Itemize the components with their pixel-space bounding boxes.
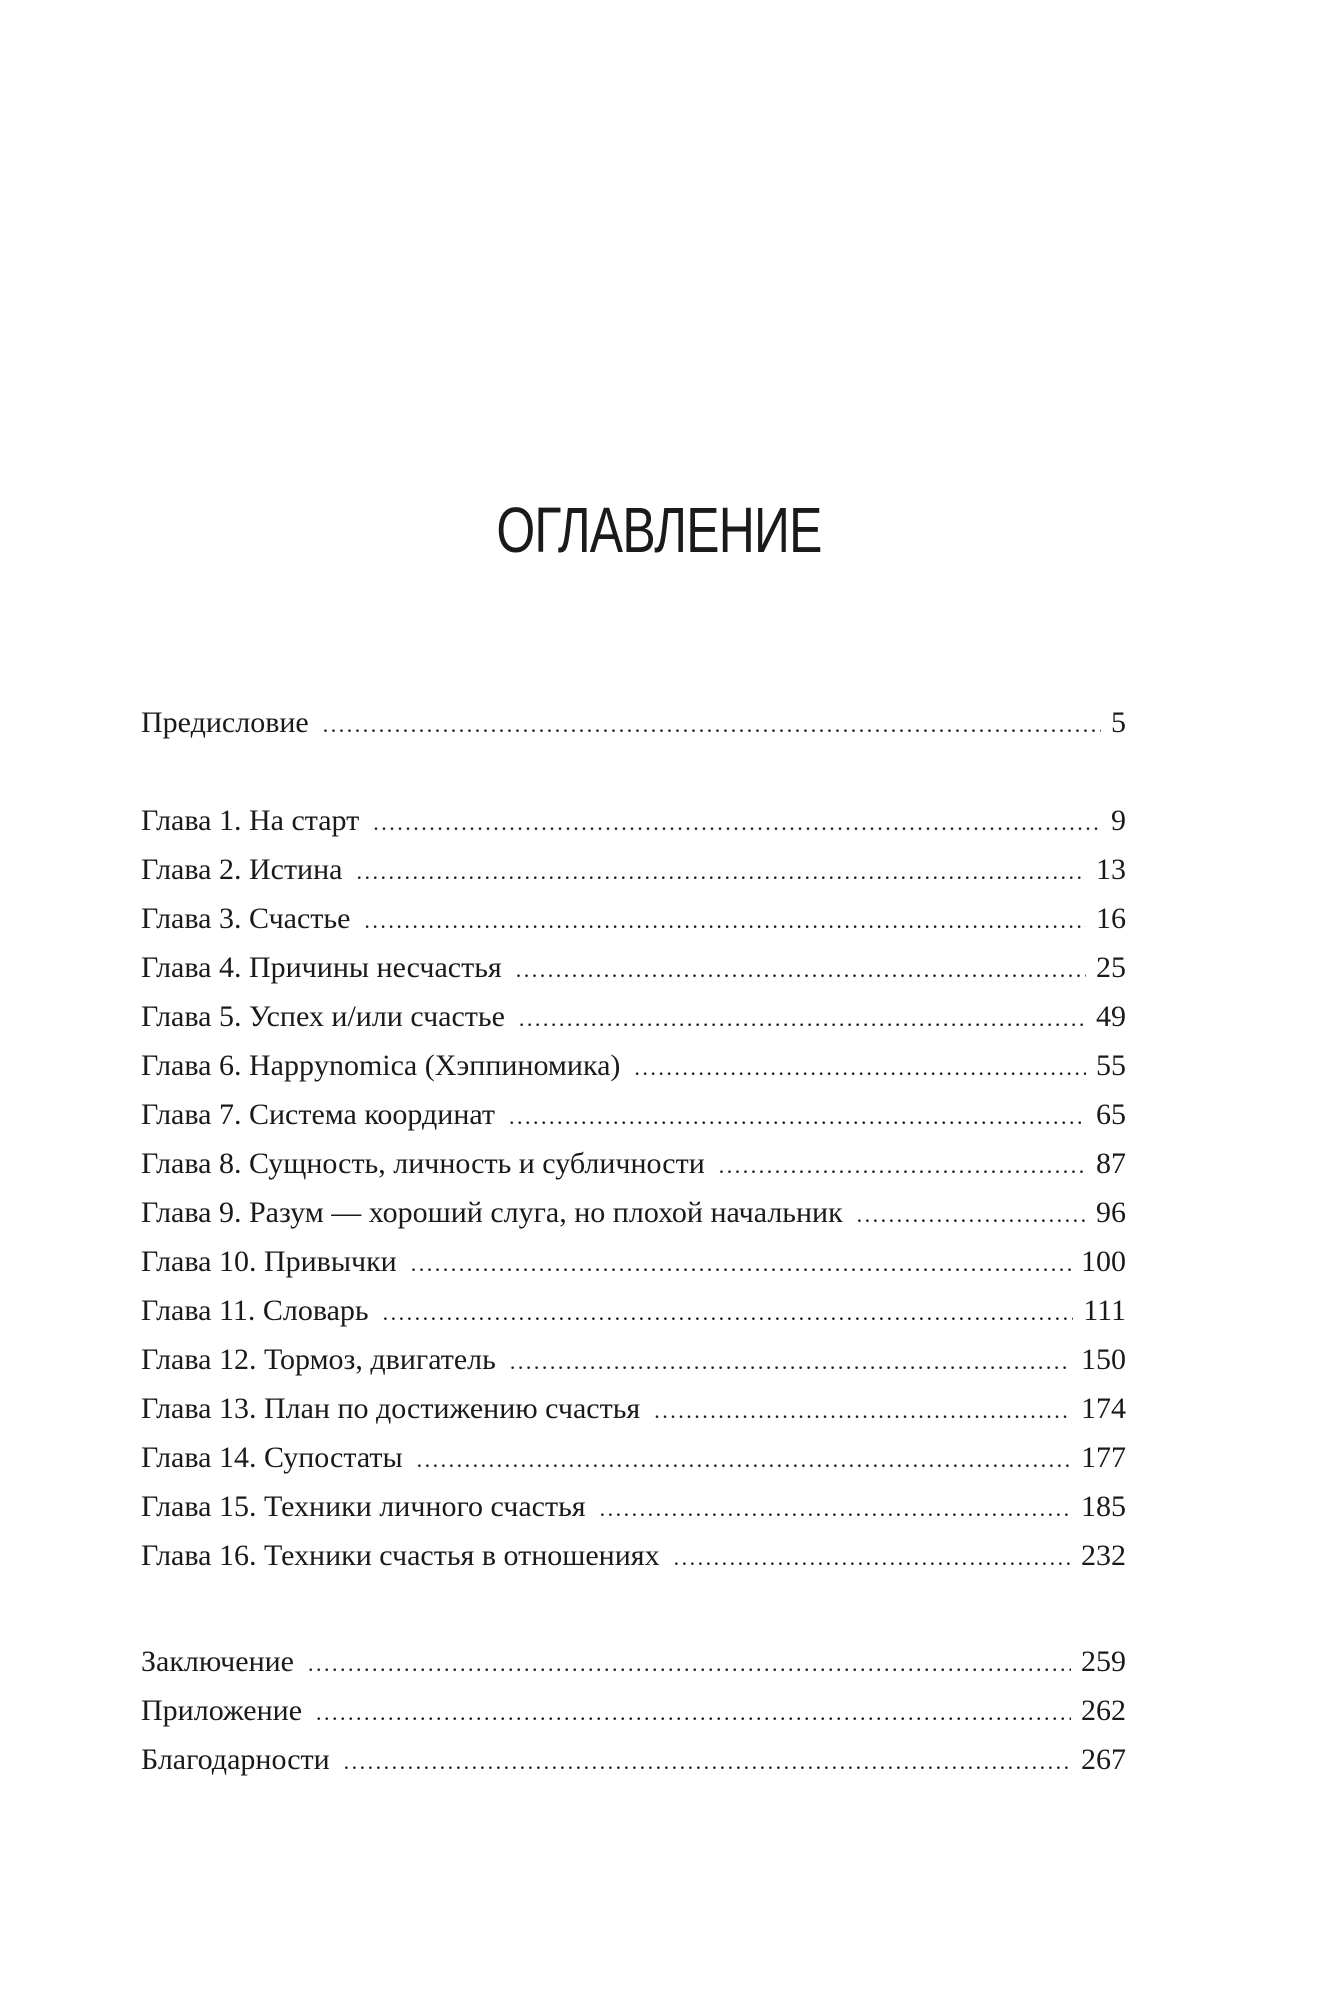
toc-entry[interactable] [141,1188,1126,1237]
dot-leader [857,1190,1086,1239]
toc-chapters [141,796,1126,1580]
toc-entry-page: 13 [1096,853,1126,886]
toc-entry[interactable] [141,1041,1126,1090]
toc-entry-label: Глава 15. Техники личного счастья [141,1490,586,1523]
toc-entry-page: 49 [1096,1000,1126,1033]
toc-entry-page: 177 [1081,1441,1126,1474]
dot-leader [323,700,1101,749]
dot-leader [308,1639,1071,1688]
toc-entry-page: 25 [1096,951,1126,984]
toc-entry-label: Глава 7. Система координат [141,1098,496,1131]
dot-leader [674,1533,1071,1582]
dot-leader [510,1337,1071,1386]
toc-entry[interactable] [141,1531,1126,1580]
toc-entry[interactable] [141,1637,1126,1686]
dot-leader [654,1386,1071,1435]
toc-entry-page: 259 [1081,1645,1126,1678]
toc-entry[interactable] [141,1335,1126,1384]
toc-entry-label: Глава 13. План по достижению счастья [141,1392,641,1425]
toc-entry[interactable] [141,1237,1126,1286]
toc-entry-label: Глава 12. Тормоз, двигатель [141,1343,496,1376]
toc-entry-page: 100 [1081,1245,1126,1278]
toc-entry-page: 16 [1096,902,1126,935]
dot-leader [634,1043,1086,1092]
toc-entry-page: 87 [1096,1147,1126,1180]
toc-entry-page: 55 [1096,1049,1126,1082]
toc-entry-page: 232 [1081,1539,1126,1572]
toc-front-matter [141,698,1126,747]
toc-entry-label: Глава 1. На старт [141,804,360,837]
toc-entry[interactable] [141,992,1126,1041]
toc-entry-label: Глава 4. Причины несчастья [141,951,502,984]
dot-leader [373,798,1101,847]
dot-leader [411,1239,1071,1288]
toc-entry[interactable] [141,1286,1126,1335]
toc-entry-page: 267 [1081,1743,1126,1776]
dot-leader [417,1435,1071,1484]
toc-entry-page: 150 [1081,1343,1126,1376]
toc-entry[interactable] [141,894,1126,943]
dot-leader [509,1092,1086,1141]
dot-leader [719,1141,1086,1190]
dot-leader [356,847,1086,896]
toc-entry[interactable] [141,1384,1126,1433]
toc-entry-page: 185 [1081,1490,1126,1523]
toc-entry-label: Приложение [141,1694,303,1727]
dot-leader [316,1688,1071,1737]
toc-back-matter [141,1637,1126,1784]
toc-entry-label: Глава 8. Сущность, личность и субличности [141,1147,705,1180]
dot-leader [519,994,1086,1043]
toc-entry-page: 9 [1111,804,1126,837]
toc-entry-label: Глава 16. Техники счастья в отношениях [141,1539,660,1572]
toc-entry-label: Глава 9. Разум — хороший слуга, но плохой начальник [141,1196,843,1229]
dot-leader [364,896,1086,945]
toc-entry[interactable] [141,1482,1126,1531]
toc-entry[interactable] [141,1090,1126,1139]
toc-entry-page: 5 [1111,706,1126,739]
dot-leader [383,1288,1074,1337]
toc-entry-page: 262 [1081,1694,1126,1727]
toc-entry-label: Заключение [141,1645,294,1678]
toc-entry-page: 111 [1083,1294,1126,1327]
page-title: ОГЛАВЛЕНИЕ [496,494,822,566]
dot-leader [344,1737,1071,1786]
toc-entry[interactable] [141,1735,1126,1784]
toc-entry[interactable] [141,1686,1126,1735]
toc-entry-label: Глава 14. Супостаты [141,1441,403,1474]
toc-entry-page: 65 [1096,1098,1126,1131]
toc-entry-page: 174 [1081,1392,1126,1425]
toc-entry[interactable] [141,943,1126,992]
toc-entry-label: Предисловие [141,706,309,739]
toc-entry[interactable] [141,1139,1126,1188]
toc-entry[interactable] [141,796,1126,845]
toc-entry-label: Глава 11. Словарь [141,1294,369,1327]
toc-entry-label: Глава 5. Успех и/или счастье [141,1000,505,1033]
toc-entry-label: Благодарности [141,1743,330,1776]
dot-leader [600,1484,1071,1533]
toc-entry-label: Глава 10. Привычки [141,1245,397,1278]
toc-entry-label: Глава 3. Счастье [141,902,351,935]
toc-entry-label: Глава 2. Истина [141,853,343,886]
toc-entry[interactable] [141,698,1126,747]
toc-entry[interactable] [141,845,1126,894]
toc-entry-page: 96 [1096,1196,1126,1229]
toc-entry-label: Глава 6. Happynomica (Хэппиномика) [141,1049,621,1082]
dot-leader [516,945,1086,994]
toc-entry[interactable] [141,1433,1126,1482]
